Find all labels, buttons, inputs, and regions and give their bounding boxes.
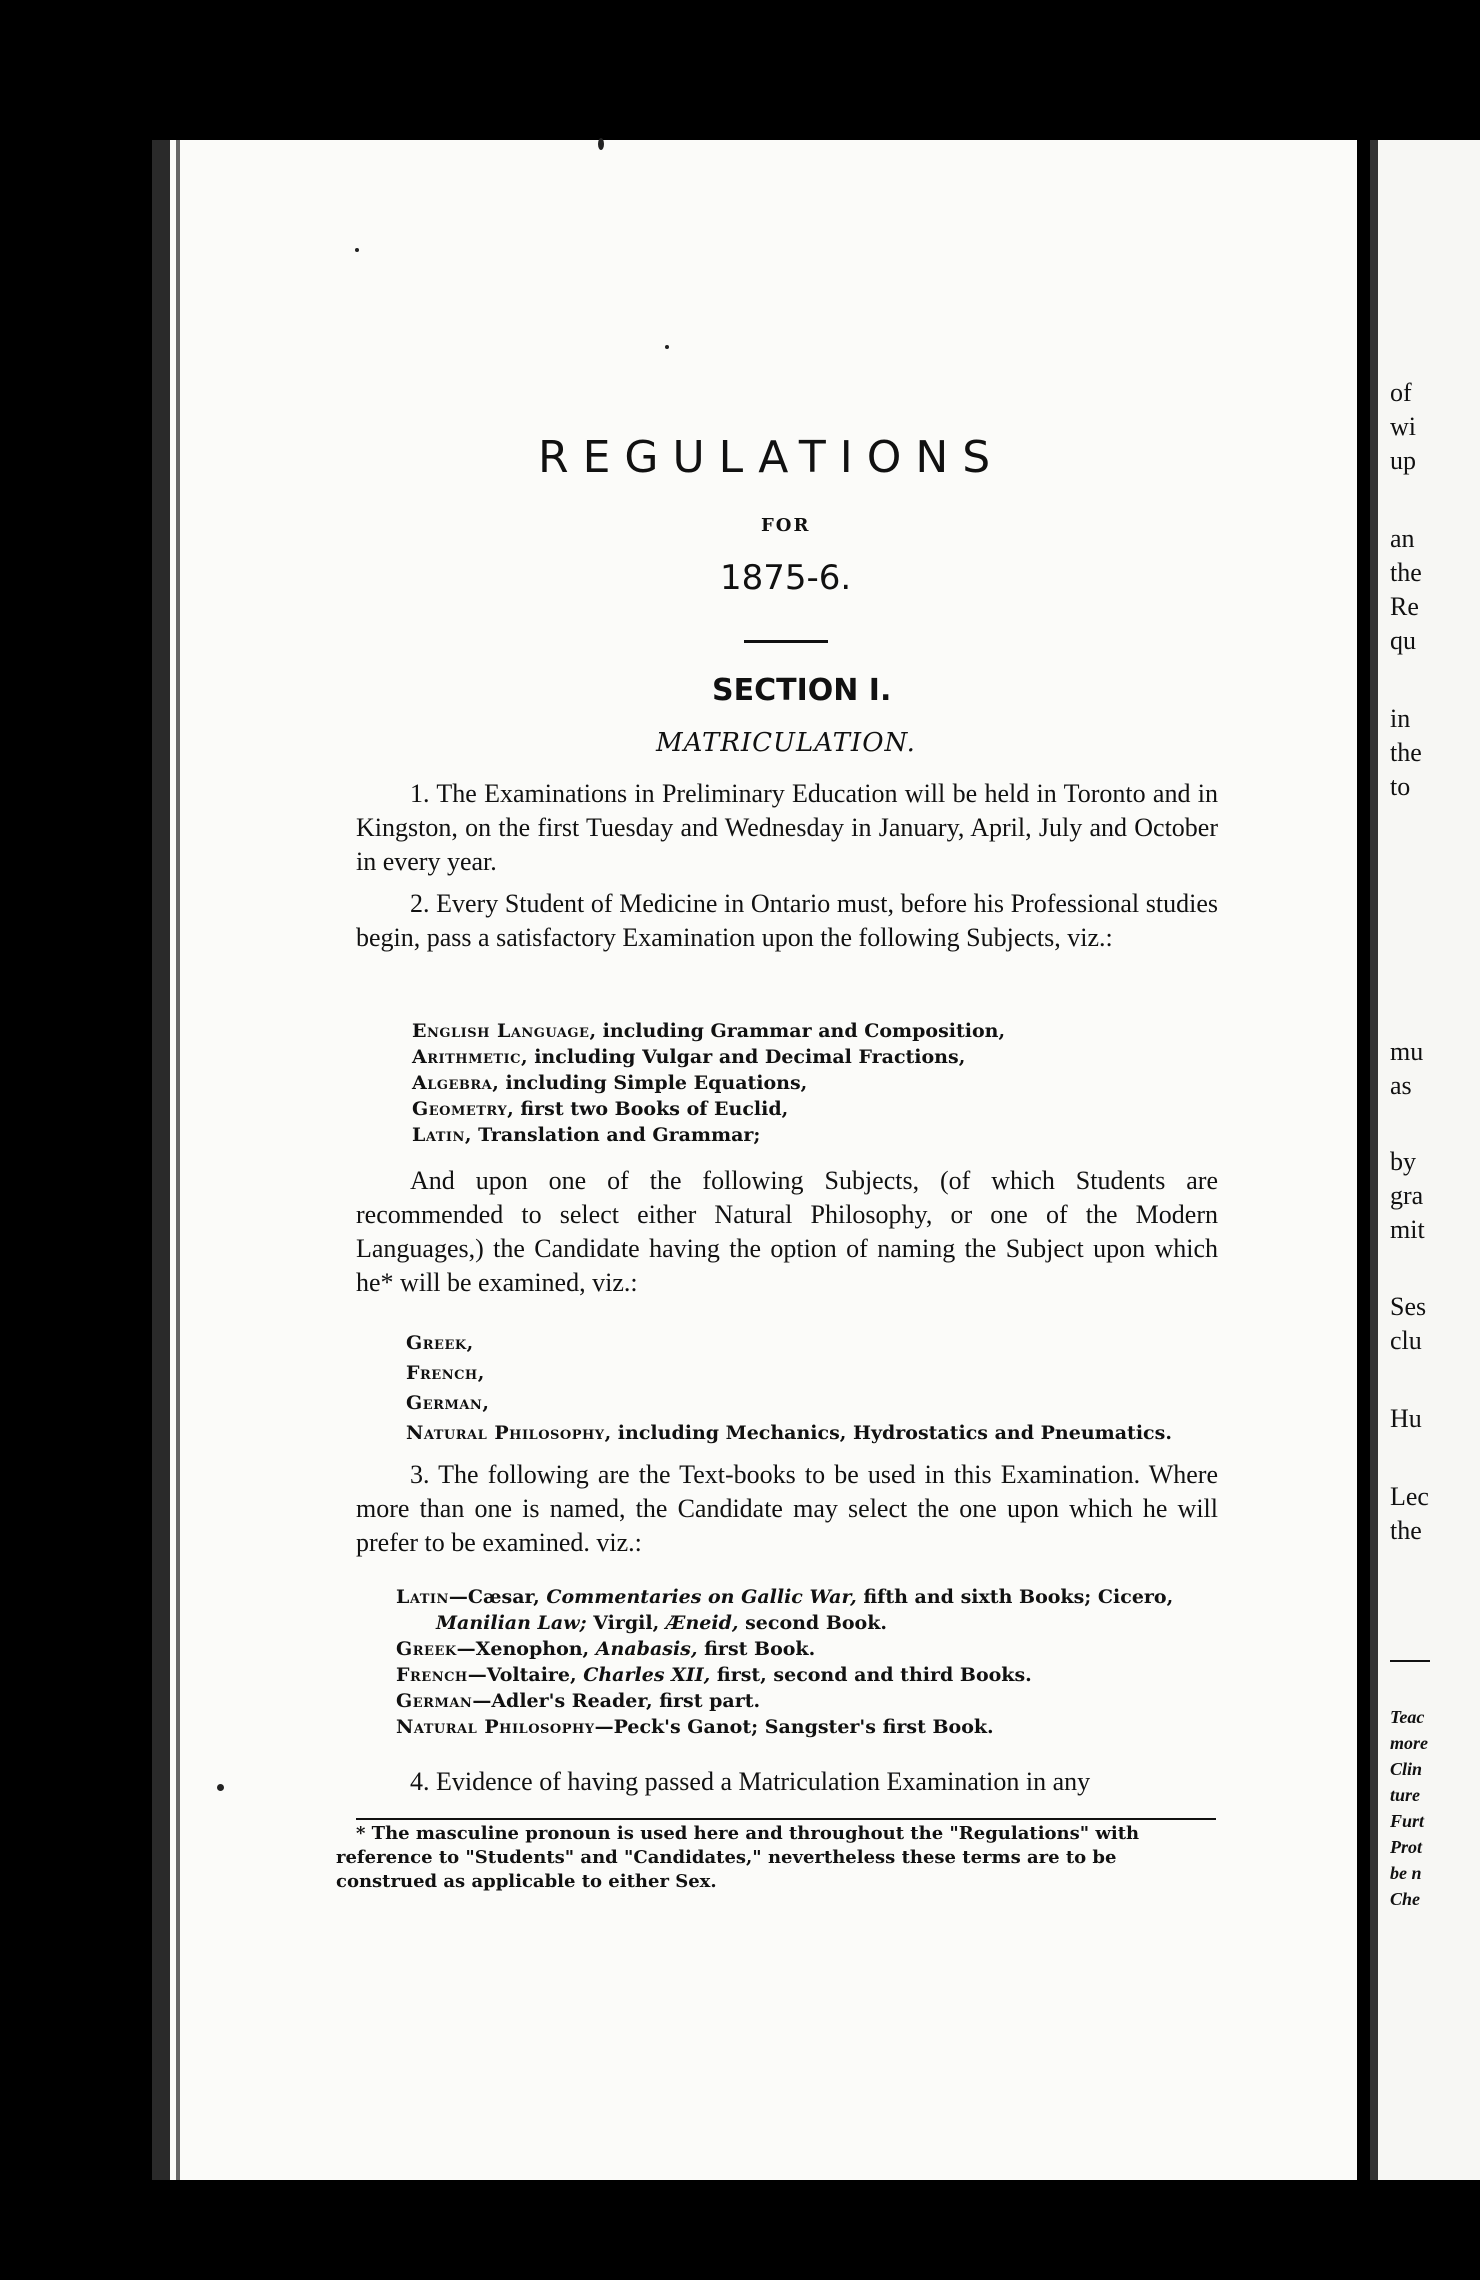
- list-item: English Language, including Grammar and Composition,: [412, 1020, 1006, 1042]
- fragment-line: Teac: [1390, 1707, 1425, 1727]
- paragraph-4: 3. The following are the Text-books to be used in this Examination. Where more than one is named, the Candidate may select the one upon which he will prefer to be examined. viz.:: [356, 1460, 1218, 1557]
- list-item: German,: [406, 1392, 489, 1414]
- section-heading: SECTION I.: [712, 673, 892, 708]
- fragment-line: to: [1390, 772, 1411, 801]
- list-item: Natural Philosophy, including Mechanics, Hydrostatics and Pneumatics.: [406, 1422, 1172, 1444]
- footnote-rule: [356, 1818, 1216, 1820]
- fragment-line: of: [1390, 378, 1412, 407]
- fragment-line: the: [1390, 1516, 1422, 1545]
- fragment-line: the: [1390, 738, 1422, 767]
- fragment-line: as: [1390, 1071, 1412, 1100]
- required-subjects-list: [412, 1018, 1005, 1148]
- paragraph-2: 2. Every Student of Medicine in Ontario must, before his Professional studies begin, pass a satisfactory Examination upon the following Subjects, viz.:: [356, 889, 1218, 952]
- fragment-line: Che: [1390, 1889, 1421, 1909]
- list-item: Geometry, first two Books of Euclid,: [412, 1098, 789, 1120]
- fragment-line: Hu: [1390, 1404, 1422, 1433]
- page-title: REGULATIONS: [538, 432, 1005, 483]
- paragraph-5: 4. Evidence of having passed a Matriculation Examination in any: [410, 1767, 1091, 1796]
- scan-speck: [598, 138, 604, 150]
- list-item: Algebra, including Simple Equations,: [412, 1072, 808, 1094]
- fragment-line: Lec: [1390, 1482, 1429, 1511]
- textbooks-list: [396, 1584, 1173, 1740]
- paragraph-3: And upon one of the following Subjects, (of which Students are recommended to select either Natural Philosophy, or one of the Modern Languages,) the Candidate having the option of naming the Subject upon which he* will be examined, viz.:: [356, 1166, 1218, 1297]
- fragment-line: Ses: [1390, 1292, 1427, 1321]
- paragraph-1: 1. The Examinations in Preliminary Education will be held in Toronto and in Kingston, on the first Tuesday and Wednesday in January, April, July and October in every year.: [356, 779, 1218, 876]
- list-item: Latin, Translation and Grammar;: [412, 1124, 761, 1146]
- fragment-line: qu: [1390, 626, 1416, 655]
- fragment-line: more: [1390, 1733, 1428, 1753]
- section-subheading: MATRICULATION.: [656, 728, 916, 758]
- list-item: Arithmetic, including Vulgar and Decimal Fractions,: [412, 1046, 966, 1068]
- footnote: * The masculine pronoun is used here and throughout the "Regulations" with reference to "Students" and "Candidates," nevertheless these terms are to be construed as applicable to either Sex.: [336, 1823, 1140, 1892]
- fragment-line: Clin: [1390, 1759, 1423, 1779]
- adjacent-page-fragment: [1370, 140, 1480, 2180]
- divider-rule: [744, 640, 828, 643]
- fragment-line: Furt: [1390, 1811, 1425, 1831]
- scan-speck: [217, 1784, 224, 1791]
- for-label: FOR: [761, 515, 811, 536]
- list-item-continuation: Manilian Law; Virgil, Æneid, second Book.: [436, 1612, 888, 1634]
- list-item: German—Adler's Reader, first part.: [396, 1690, 761, 1712]
- list-item: French,: [406, 1362, 485, 1384]
- fragment-line: clu: [1390, 1326, 1422, 1355]
- fragment-line: wi: [1390, 412, 1416, 441]
- fragment-line: Prot: [1390, 1837, 1423, 1857]
- fragment-line: an: [1390, 524, 1415, 553]
- fragment-line: by: [1390, 1147, 1416, 1176]
- scan-speck: [355, 248, 359, 252]
- fragment-line: up: [1390, 446, 1416, 475]
- years-label: 1875-6.: [720, 558, 852, 598]
- list-item: Greek,: [406, 1332, 474, 1354]
- fragment-line: be n: [1390, 1863, 1422, 1883]
- optional-subjects-list: [406, 1328, 1172, 1448]
- fragment-line: ture: [1390, 1785, 1421, 1805]
- list-item: French—Voltaire, Charles XII, first, second and third Books.: [396, 1664, 1032, 1686]
- list-item: Latin—Cæsar, Commentaries on Gallic War, fifth and sixth Books; Cicero,: [396, 1586, 1174, 1608]
- list-item: Natural Philosophy—Peck's Ganot; Sangster's first Book.: [396, 1716, 994, 1738]
- fragment-line: the: [1390, 558, 1422, 587]
- fragment-line: mu: [1390, 1037, 1424, 1066]
- fragment-rule: [1390, 1660, 1430, 1662]
- scan-speck: [665, 345, 669, 349]
- list-item: Greek—Xenophon, Anabasis, first Book.: [396, 1638, 816, 1660]
- fragment-line: Re: [1390, 592, 1419, 621]
- fragment-line: in: [1390, 704, 1411, 733]
- fragment-line: gra: [1390, 1181, 1424, 1210]
- fragment-line: mit: [1390, 1215, 1425, 1244]
